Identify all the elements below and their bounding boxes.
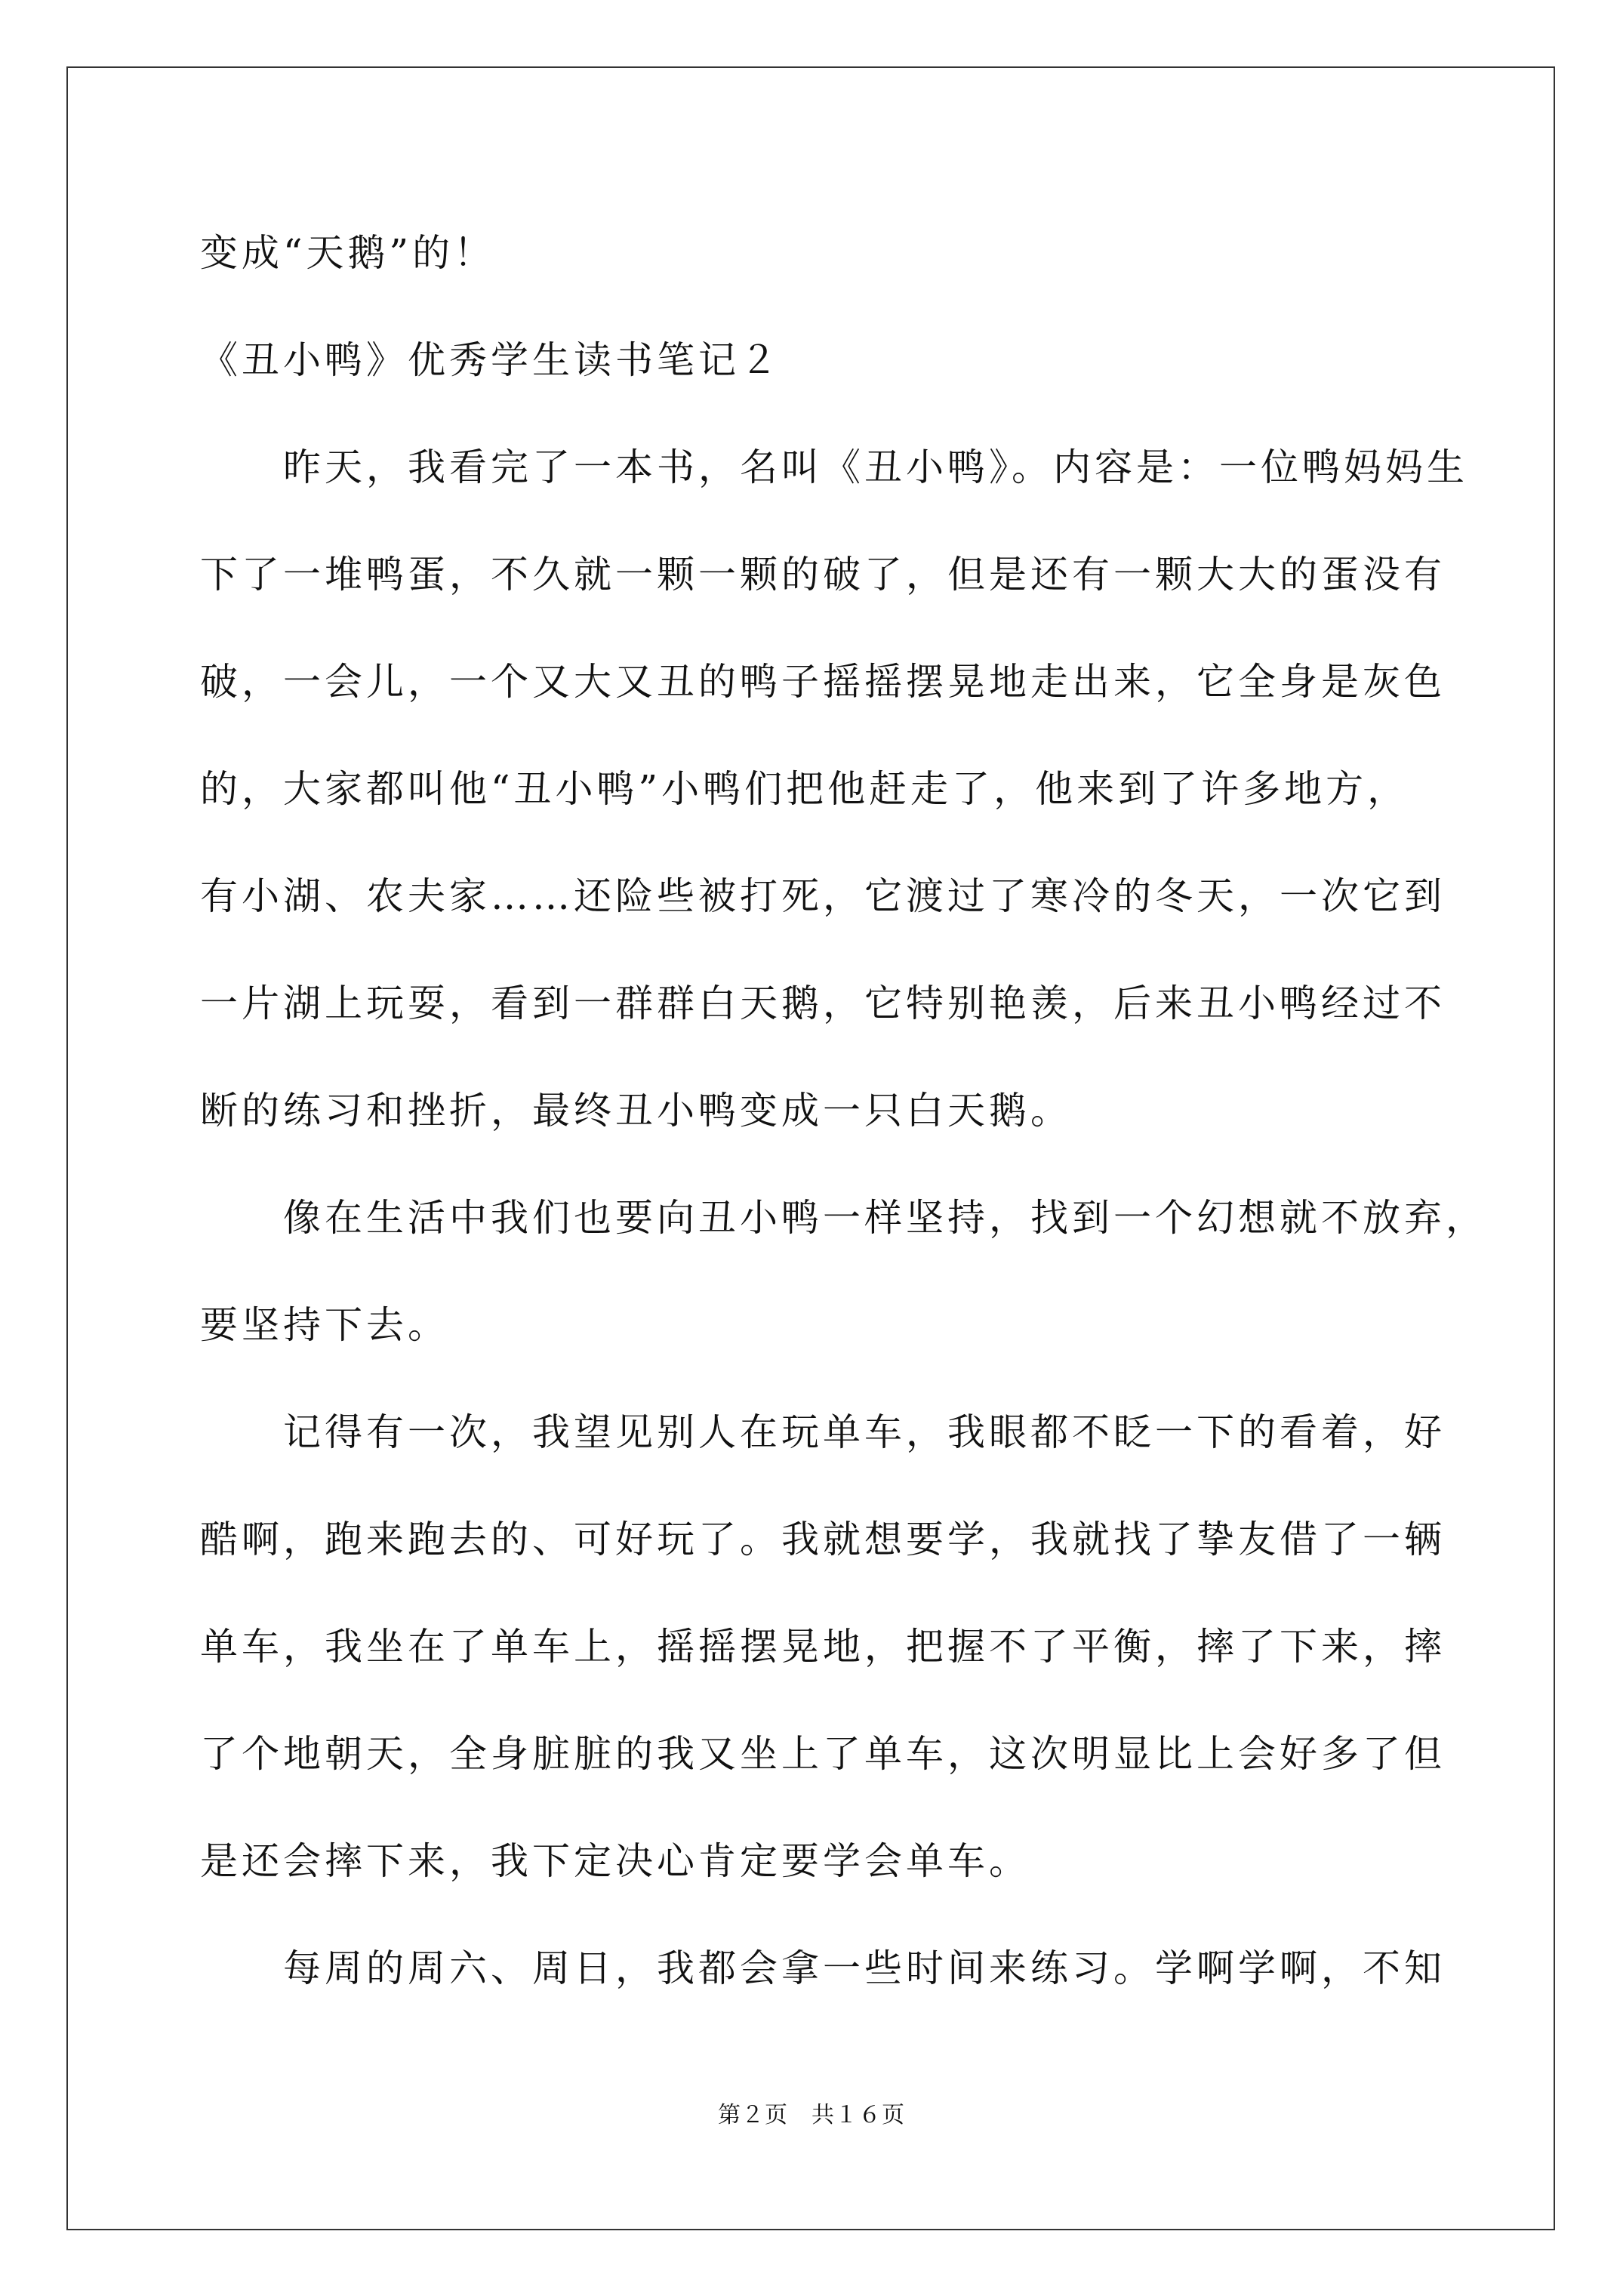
text-line: 单车，我坐在了单车上，摇摇摆晃地，把握不了平衡，摔了下来，摔 (200, 1625, 1446, 1669)
text-line: 酷啊，跑来跑去的、可好玩了。我就想要学，我就找了挚友借了一辆 (200, 1518, 1446, 1561)
text-line: 破，一会儿，一个又大又丑的鸭子摇摇摆晃地走出来，它全身是灰色 (200, 660, 1446, 704)
text-line: 有小湖、农夫家……还险些被打死，它渡过了寒冷的冬天，一次它到 (200, 874, 1446, 918)
text-line: 记得有一次，我望见别人在玩单车，我眼都不眨一下的看着，好 (283, 1410, 1446, 1454)
text-line: 的，大家都叫他“丑小鸭”小鸭们把他赶走了，他来到了许多地方， (200, 767, 1409, 811)
text-line: 是还会摔下来，我下定决心肯定要学会单车。 (200, 1839, 1030, 1883)
text-line: 断的练习和挫折，最终丑小鸭变成一只白天鹅。 (200, 1089, 1072, 1133)
text-line: 像在生活中我们也要向丑小鸭一样坚持，找到一个幻想就不放弃， (283, 1196, 1487, 1240)
text-line: 一片湖上玩耍，看到一群群白天鹅，它特别艳羡，后来丑小鸭经过不 (200, 982, 1446, 1025)
page-frame (66, 66, 1555, 2230)
text-line: 昨天，我看完了一本书，名叫《丑小鸭》。内容是：一位鸭妈妈生 (283, 445, 1468, 489)
text-line: 了个地朝天，全身脏脏的我又坐上了单车，这次明显比上会好多了但 (200, 1732, 1446, 1776)
section-title: 《丑小鸭》优秀学生读书笔记２ (200, 338, 781, 382)
text-line: 要坚持下去。 (200, 1303, 449, 1347)
text-line: 变成“天鹅”的！ (200, 231, 496, 275)
text-line: 下了一堆鸭蛋，不久就一颗一颗的破了，但是还有一颗大大的蛋没有 (200, 553, 1446, 596)
page-number-footer: 第２页 共１６页 (718, 2102, 905, 2128)
text-line: 每周的周六、周日，我都会拿一些时间来练习。学啊学啊，不知 (283, 1946, 1446, 1990)
